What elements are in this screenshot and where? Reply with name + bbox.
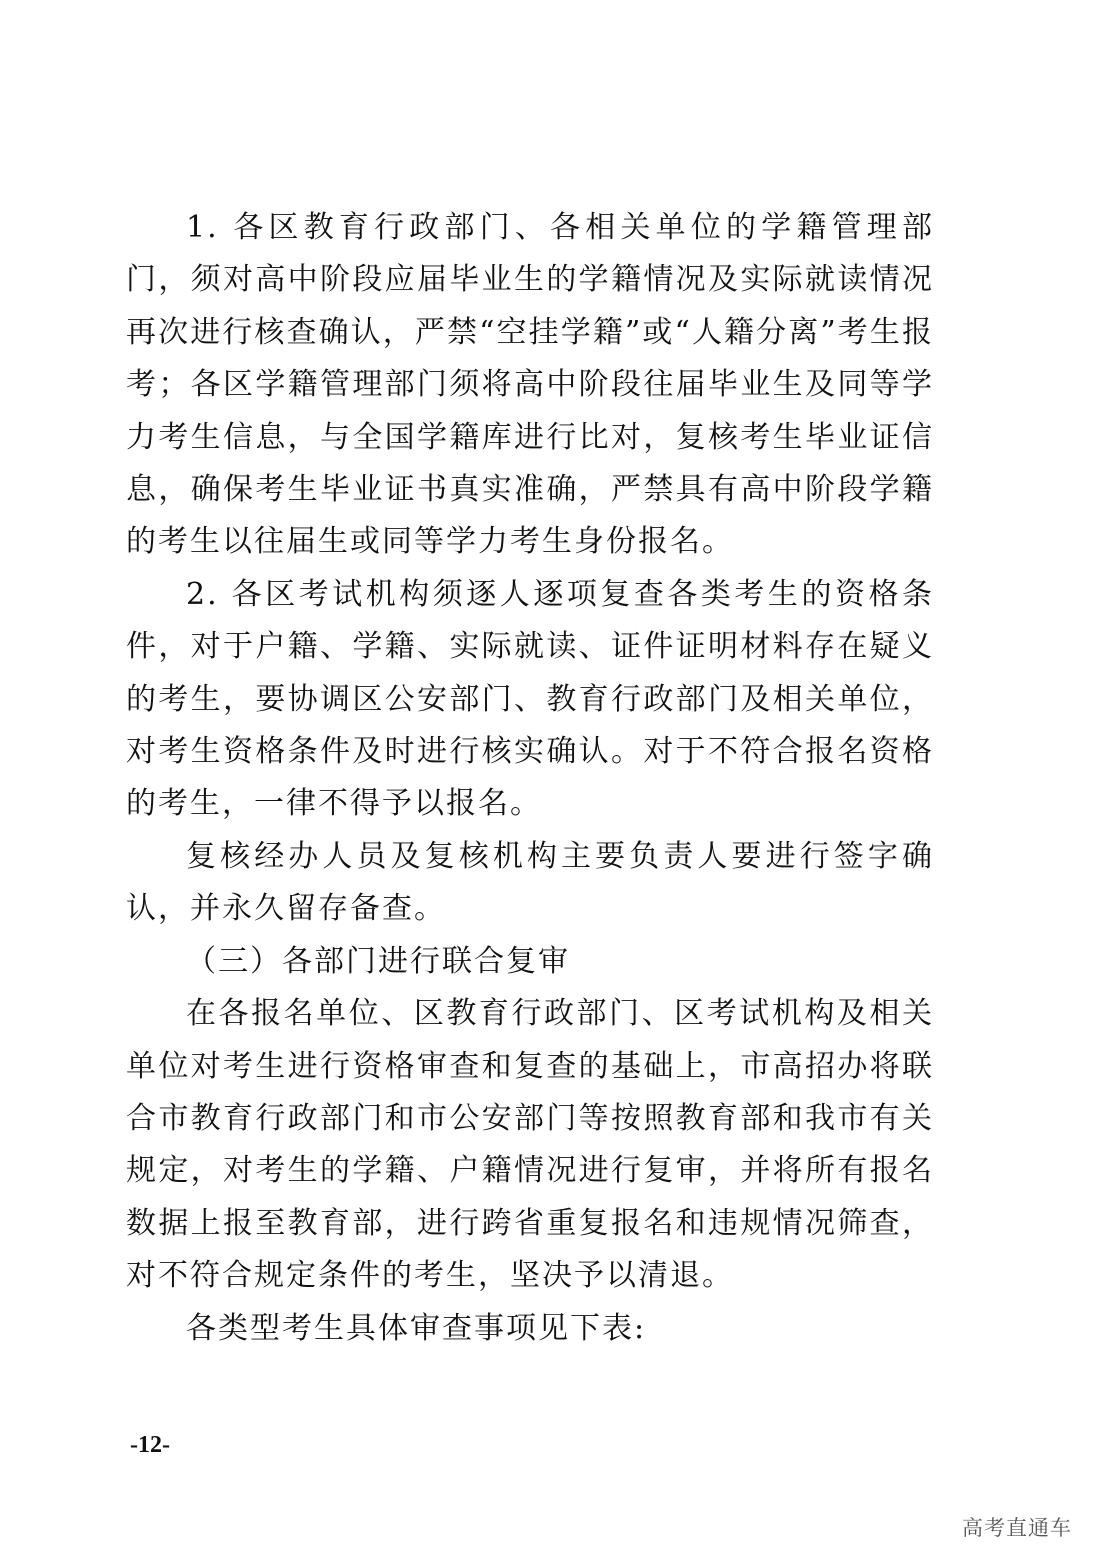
paragraph-table-intro: 各类型考生具体审查事项见下表: bbox=[186, 1310, 647, 1346]
section-heading-joint-review: （三）各部门进行联合复审 bbox=[186, 943, 570, 979]
paragraph-student-status-check: 1. 各区教育行政部门、各相关单位的学籍管理部门，须对高中阶段应届毕业生的学籍情况及实际就读情况再次进行核查确认，严禁“空挂学籍”或“人籍分离”考生报考；各区学籍管理部门须将高中阶段往届毕业生及同等学力考生信息，与全国学籍库进行比对，复核考生毕业证信息，确保考生毕业证书真实准确，严禁具有高中阶段学籍的考生以往届生或同等学力考生身份报名。 bbox=[126, 210, 934, 560]
paragraph-joint-review: 在各报名单位、区教育行政部门、区考试机构及相关单位对考生进行资格审查和复查的基础上，市高招办将联合市教育行政部门和市公安部门等按照教育部和我市有关规定，对考生的学籍、户籍情况进行复审，并将所有报名数据上报至教育部，进行跨省重复报名和违规情况筛查，对不符合规定条件的考生，坚决予以清退。 bbox=[126, 996, 934, 1294]
page-number: -12- bbox=[130, 1432, 170, 1458]
paragraph-signature-confirmation: 复核经办人员及复核机构主要负责人要进行签字确认，并永久留存备查。 bbox=[126, 838, 934, 927]
paragraph-exam-agency-review: 2. 各区考试机构须逐人逐项复查各类考生的资格条件，对于户籍、学籍、实际就读、证件证明材料存在疑义的考生，要协调区公安部门、教育行政部门及相关单位，对考生资格条件及时进行核实确认。对于不符合报名资格的考生，一律不得予以报名。 bbox=[126, 576, 934, 822]
document-body bbox=[126, 202, 934, 1355]
watermark: 高考直通车 bbox=[962, 1516, 1072, 1540]
